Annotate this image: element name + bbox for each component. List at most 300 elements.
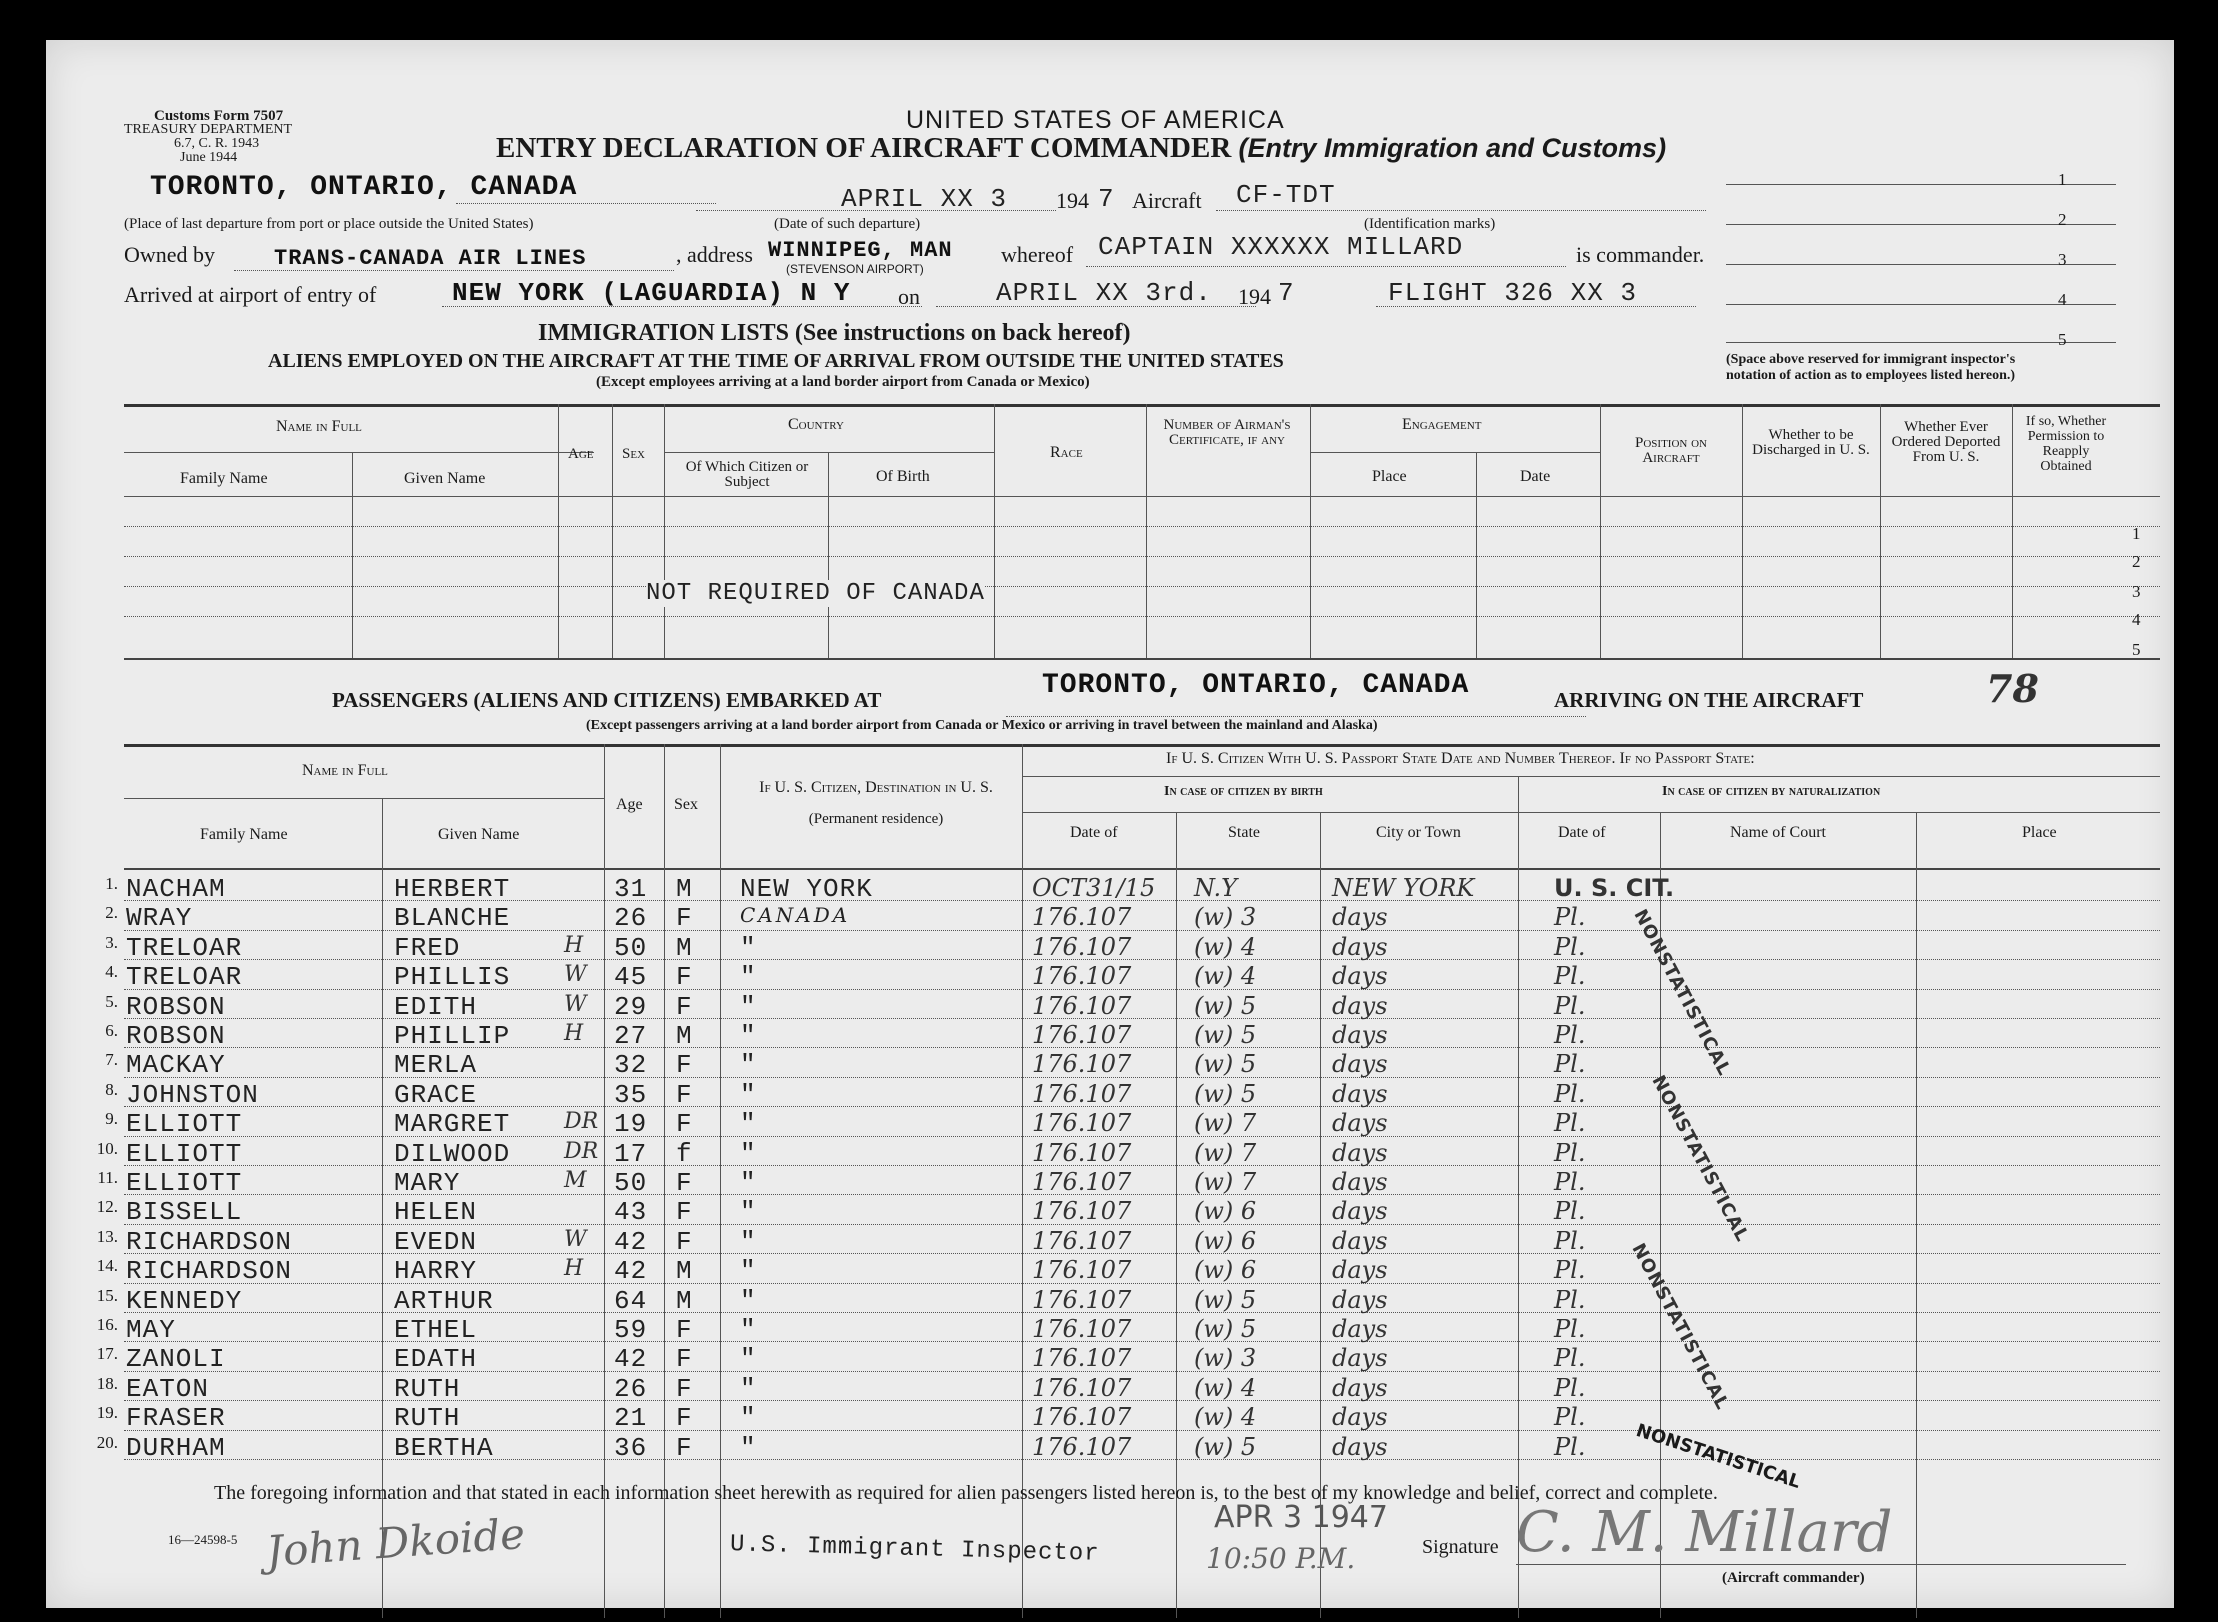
family-name: MAY [126, 1315, 176, 1345]
city: days [1332, 1344, 1388, 1373]
family-name: TRELOAR [126, 962, 243, 993]
naturalization-date: Pl. [1554, 1256, 1586, 1285]
age: 42 [614, 1344, 648, 1375]
family-name: WRAY [126, 903, 193, 934]
imm-header-sex: Sex [622, 446, 646, 462]
given-name: FRED [394, 932, 461, 963]
family-name: ROBSON [126, 991, 226, 1022]
city: days [1332, 991, 1388, 1020]
table-row [46, 1107, 2174, 1140]
passport-date: 176.107 [1032, 1079, 1132, 1108]
destination: " [740, 1197, 757, 1228]
sex: F [676, 1197, 693, 1228]
destination: " [740, 1168, 757, 1198]
given-name: EVEDN [394, 1226, 478, 1257]
city: days [1332, 932, 1388, 961]
city: days [1332, 1315, 1388, 1343]
row-number: 19. [96, 1403, 118, 1423]
city: days [1332, 1021, 1388, 1049]
pax-header-nat-date: Date of [1558, 824, 1606, 841]
state: (w) 4 [1194, 1403, 1257, 1432]
pax-header-by-birth: In case of citizen by birth [1164, 784, 1323, 799]
row-number: 13. [96, 1226, 118, 1246]
destination: " [740, 1432, 757, 1463]
annotation-mark: W [564, 991, 587, 1017]
destination: " [740, 1344, 757, 1375]
row-number: 17. [96, 1344, 118, 1364]
passport-date: 176.107 [1032, 1050, 1132, 1079]
table-row [46, 901, 2174, 934]
age: 31 [614, 874, 648, 904]
naturalization-date: Pl. [1554, 1021, 1586, 1049]
state: (w) 4 [1194, 932, 1257, 961]
city: days [1332, 1168, 1388, 1196]
family-name: ROBSON [126, 1021, 226, 1051]
top-line-number: 5 [2058, 330, 2067, 349]
imm-header-country: Country [788, 416, 844, 433]
imm-header-citizen: Of Which Citizen or Subject [685, 459, 809, 490]
commander-name: CAPTAIN XXXXXX MILLARD [1098, 232, 1464, 262]
form-date: June 1944 [180, 150, 238, 165]
destination: " [740, 991, 757, 1022]
naturalization-date: Pl. [1554, 1373, 1586, 1402]
passport-date: 176.107 [1032, 1315, 1132, 1343]
naturalization-date: Pl. [1554, 1344, 1586, 1373]
pax-header-date-of: Date of [1070, 824, 1118, 841]
sex: F [676, 1432, 693, 1463]
age: 32 [614, 1050, 648, 1081]
naturalization-date: Pl. [1554, 1138, 1586, 1167]
given-name: RUTH [394, 1403, 461, 1434]
state: (w) 3 [1194, 903, 1257, 932]
family-name: TRELOAR [126, 932, 243, 963]
sex: F [676, 1403, 693, 1434]
table-row [46, 1137, 2174, 1169]
row-number: 4. [105, 962, 118, 982]
row-number: 15. [96, 1285, 118, 1305]
row-number: 16. [96, 1315, 118, 1334]
table-row [46, 931, 2174, 963]
destination: " [740, 1285, 757, 1316]
sex: F [676, 1373, 693, 1404]
sex: M [676, 1285, 693, 1316]
imm-header-date: Date [1520, 468, 1551, 485]
imm-header-engagement: Engagement [1402, 416, 1482, 433]
sex: M [676, 1021, 693, 1051]
reserved-note: (Space above reserved for immigrant inspector's [1726, 352, 2016, 367]
pax-header-court: Name of Court [1730, 824, 1826, 841]
age: 27 [614, 1021, 648, 1051]
sex: F [676, 1226, 693, 1257]
commander-suffix: is commander. [1576, 242, 1705, 267]
sex: M [676, 932, 693, 963]
naturalization-date: Pl. [1554, 1109, 1586, 1138]
pax-header-age: Age [616, 796, 643, 813]
table-row [46, 1342, 2174, 1375]
given-name: MERLA [394, 1050, 478, 1081]
table-row [46, 1431, 2174, 1463]
owner-address: WINNIPEG, MAN [768, 238, 953, 263]
age: 36 [614, 1432, 648, 1463]
given-name: DILWOOD [394, 1138, 511, 1169]
signature-label: Signature [1422, 1536, 1499, 1558]
department: TREASURY DEPARTMENT [124, 122, 293, 137]
state: (w) 5 [1194, 991, 1257, 1020]
immigration-title: IMMIGRATION LISTS (See instructions on back hereof) [538, 320, 1131, 346]
naturalization-date: Pl. [1554, 932, 1586, 961]
city: NEW YORK [1332, 874, 1475, 902]
table-row [46, 990, 2174, 1022]
naturalization-date: Pl. [1554, 1079, 1586, 1108]
pax-header-given: Given Name [438, 826, 520, 843]
naturalization-date: Pl. [1554, 1226, 1586, 1255]
stamp-date: APR 3 1947 [1214, 1500, 1388, 1535]
naturalization-date: Pl. [1554, 903, 1586, 932]
pax-header-destination-sub: (Permanent residence) [808, 811, 944, 827]
table-row [46, 1284, 2174, 1316]
passport-date: 176.107 [1032, 991, 1132, 1020]
sex: F [676, 962, 693, 993]
table-row [46, 960, 2174, 993]
destination: " [740, 1138, 757, 1169]
form-title-main: ENTRY DECLARATION OF AIRCRAFT COMMANDER [496, 132, 1232, 164]
pax-header-city: City or Town [1376, 824, 1461, 841]
row-number: 8. [105, 1079, 118, 1099]
naturalization-date: Pl. [1554, 1403, 1586, 1432]
destination: " [740, 1050, 757, 1081]
city: days [1332, 1403, 1388, 1432]
nonstatistical-stamp: NONSTATISTICAL [1633, 1420, 1803, 1493]
age: 42 [614, 1256, 648, 1287]
passport-date: 176.107 [1032, 932, 1132, 961]
passport-date: 176.107 [1032, 1197, 1132, 1226]
sex: F [676, 1079, 693, 1110]
age: 45 [614, 962, 648, 993]
family-name: MACKAY [126, 1050, 226, 1081]
city: days [1332, 1079, 1388, 1108]
naturalization-date: Pl. [1554, 1168, 1586, 1196]
family-name: RICHARDSON [126, 1256, 293, 1287]
row-number: 12. [96, 1197, 118, 1217]
top-line-number: 3 [2058, 250, 2067, 269]
destination: " [740, 1403, 757, 1434]
imm-header-place: Place [1372, 468, 1407, 485]
certification-statement: The foregoing information and that stated in each information sheet herewith as required for alien passengers listed hereon is, to the best of my knowledge and belief, correct and complete. [214, 1482, 1718, 1504]
family-name: NACHAM [126, 874, 226, 904]
passport-date: 176.107 [1032, 1021, 1132, 1049]
city: days [1332, 1226, 1388, 1255]
state: (w) 5 [1194, 1315, 1257, 1343]
family-name: ELLIOTT [126, 1109, 243, 1140]
departure-date-caption: (Date of such departure) [774, 216, 921, 232]
age: 50 [614, 932, 648, 963]
departure-place-caption: (Place of last departure from port or place outside the United States) [124, 216, 534, 232]
table-row [46, 1225, 2174, 1257]
annotation-mark: DR [564, 1109, 599, 1135]
age: 29 [614, 991, 648, 1022]
given-name: HERBERT [394, 874, 511, 904]
table-row [46, 1195, 2174, 1228]
annotation-mark: DR [564, 1138, 599, 1164]
departure-year-digit: 7 [1098, 184, 1115, 214]
passport-date: 176.107 [1032, 1403, 1132, 1432]
passport-date: 176.107 [1032, 1109, 1132, 1138]
owner-name: TRANS-CANADA AIR LINES [274, 246, 587, 271]
nonstatistical-stamp: NONSTATISTICAL [1629, 906, 1736, 1080]
row-number: 9. [105, 1109, 118, 1129]
imm-header-birth: Of Birth [876, 468, 930, 485]
city: days [1332, 1138, 1388, 1167]
imm-header-family: Family Name [180, 470, 268, 487]
naturalization-date: Pl. [1554, 1285, 1586, 1314]
state: (w) 4 [1194, 1373, 1257, 1402]
state: (w) 6 [1194, 1256, 1257, 1285]
age: 50 [614, 1168, 648, 1198]
city: days [1332, 1109, 1388, 1138]
stamp-time: 10:50 P.M. [1206, 1542, 1356, 1575]
pax-header-destination: If U. S. Citizen, Destination in U. S. [759, 779, 993, 796]
age: 59 [614, 1315, 648, 1345]
whereof-label: whereof [1001, 242, 1074, 267]
row-number: 3. [105, 932, 118, 952]
state: (w) 6 [1194, 1197, 1257, 1226]
row-number: 10. [96, 1138, 118, 1158]
document-page [46, 40, 2174, 1608]
reserved-note: notation of action as to employees listed hereon.) [1726, 368, 2016, 383]
naturalization-date: Pl. [1554, 1050, 1586, 1079]
naturalization-date: Pl. [1554, 962, 1586, 991]
top-line-number: 1 [2058, 170, 2067, 189]
age: 42 [614, 1226, 648, 1257]
owned-by-label: Owned by [124, 242, 216, 267]
sex: F [676, 1109, 693, 1140]
inspector-signature: John Dkoide [264, 1509, 527, 1576]
passport-date: OCT31/15 [1032, 874, 1156, 902]
inspector-label: U.S. Immigrant Inspector [729, 1531, 1100, 1568]
age: 43 [614, 1197, 648, 1228]
given-name: MARGRET [394, 1109, 511, 1140]
imm-header-airman: Number of Airman's Certificate, if any [1163, 417, 1291, 448]
pax-header-passport: If U. S. Citizen With U. S. Passport State Date and Number Thereof. If no Passport State: [1166, 750, 1755, 767]
city: days [1332, 1256, 1388, 1285]
family-name: ELLIOTT [126, 1138, 243, 1169]
imm-row-number: 2 [2132, 552, 2141, 571]
given-name: EDATH [394, 1344, 478, 1375]
arrival-year-prefix: 194 [1238, 284, 1271, 309]
naturalization-date: Pl. [1554, 1197, 1586, 1226]
annotation-mark: H [564, 932, 584, 958]
passport-date: 176.107 [1032, 1344, 1132, 1373]
age: 19 [614, 1109, 648, 1140]
table-row [46, 1254, 2174, 1287]
aircraft-caption: (Identification marks) [1364, 216, 1496, 232]
family-name: DURHAM [126, 1432, 226, 1463]
state: (w) 4 [1194, 962, 1257, 991]
sex: M [676, 874, 693, 904]
sex: F [676, 903, 693, 934]
sex: M [676, 1256, 693, 1287]
naturalization-date: Pl. [1554, 1315, 1586, 1343]
sex: F [676, 1344, 693, 1375]
age: 35 [614, 1079, 648, 1110]
country-title: UNITED STATES OF AMERICA [906, 106, 1285, 134]
row-number: 6. [105, 1021, 118, 1040]
destination: " [740, 1079, 757, 1110]
passport-date: 176.107 [1032, 1285, 1132, 1314]
top-line-number: 2 [2058, 210, 2067, 229]
naturalization-date: Pl. [1554, 1432, 1586, 1461]
given-name: GRACE [394, 1079, 478, 1110]
given-name: PHILLIS [394, 962, 511, 993]
passport-date: 176.107 [1032, 1168, 1132, 1196]
pax-header-naturalization: In case of citizen by naturalization [1662, 784, 1881, 799]
family-name: RICHARDSON [126, 1226, 293, 1257]
state: (w) 7 [1194, 1109, 1257, 1138]
row-number: 20. [96, 1432, 118, 1452]
imm-row-number: 1 [2132, 524, 2141, 543]
row-number: 7. [105, 1050, 118, 1070]
age: 64 [614, 1285, 648, 1316]
departure-year-prefix: 194 [1056, 188, 1089, 213]
regulation: 6.7, C. R. 1943 [174, 136, 260, 151]
annotation-mark: M [564, 1168, 587, 1193]
table-row [46, 1019, 2174, 1051]
aircraft-id: CF-TDT [1236, 180, 1336, 210]
state: (w) 5 [1194, 1432, 1257, 1461]
arrival-date: APRIL XX 3rd. [996, 278, 1212, 308]
immigration-subtitle: ALIENS EMPLOYED ON THE AIRCRAFT AT THE TIME OF ARRIVAL FROM OUTSIDE THE UNITED STATES [268, 350, 1284, 372]
passport-date: 176.107 [1032, 1256, 1132, 1285]
sex: F [676, 1050, 693, 1081]
pax-header-name: Name in Full [302, 762, 388, 779]
nonstatistical-stamp: NONSTATISTICAL [1647, 1072, 1754, 1246]
imm-header-position: Position on Aircraft [1635, 435, 1707, 466]
commander-signature: C. M. Millard [1516, 1500, 1893, 1565]
arriving-label: ARRIVING ON THE AIRCRAFT [1554, 688, 1864, 712]
given-name: ETHEL [394, 1315, 478, 1345]
imm-header-deported: Whether Ever Ordered Deported From U. S. [1891, 419, 2001, 465]
print-code: 16—24598-5 [168, 1532, 238, 1547]
immigration-note: (Except employees arriving at a land border airport from Canada or Mexico) [596, 374, 1090, 390]
passengers-note: (Except passengers arriving at a land border airport from Canada or Mexico or arriving in travel between the mainland and Alaska) [586, 718, 1378, 733]
naturalization-date: U. S. CIT. [1554, 874, 1675, 902]
table-row [46, 1401, 2174, 1434]
imm-row-number: 5 [2132, 640, 2141, 659]
state: (w) 3 [1194, 1344, 1257, 1373]
passport-date: 176.107 [1032, 1226, 1132, 1255]
destination: " [740, 962, 757, 993]
family-name: EATON [126, 1373, 210, 1404]
form-number: Customs Form 7507 [154, 108, 284, 124]
age: 26 [614, 903, 648, 934]
family-name: BISSELL [126, 1197, 243, 1228]
given-name: RUTH [394, 1373, 461, 1404]
row-number: 11. [97, 1168, 118, 1187]
state: (w) 5 [1194, 1285, 1257, 1314]
destination: " [740, 932, 757, 963]
imm-header-name: Name in Full [276, 418, 362, 435]
city: days [1332, 1050, 1388, 1079]
given-name: ARTHUR [394, 1285, 494, 1316]
table-row [46, 1078, 2174, 1110]
state: (w) 5 [1194, 1050, 1257, 1079]
table-row [46, 872, 2174, 904]
destination: " [740, 1226, 757, 1257]
handwritten-count: 78 [1986, 666, 2039, 711]
row-number: 2. [105, 903, 118, 923]
imm-header-race: Race [1050, 444, 1083, 461]
arrival-year-digit: 7 [1278, 278, 1295, 308]
destination: " [740, 1256, 757, 1287]
given-name: HARRY [394, 1256, 478, 1287]
imm-header-discharged: Whether to be Discharged in U. S. [1752, 427, 1870, 458]
annotation-mark: W [564, 1226, 587, 1252]
imm-row-number: 4 [2132, 610, 2141, 629]
nonstatistical-stamp: NONSTATISTICAL [1627, 1240, 1734, 1414]
immigration-table-top [124, 404, 2160, 407]
family-name: FRASER [126, 1403, 226, 1434]
sex: f [676, 1138, 693, 1169]
row-number: 5. [105, 991, 118, 1011]
form-title [496, 132, 1666, 165]
city: days [1332, 962, 1388, 991]
passport-date: 176.107 [1032, 1432, 1132, 1461]
given-name: BERTHA [394, 1432, 494, 1463]
imm-header-given: Given Name [404, 470, 486, 487]
row-number: 14. [96, 1256, 118, 1276]
not-required-note: NOT REQUIRED OF CANADA [646, 580, 985, 607]
state: (w) 7 [1194, 1168, 1257, 1196]
form-title-sub: (Entry Immigration and Customs) [1238, 133, 1667, 163]
pax-header-place: Place [2022, 824, 2057, 841]
arrival-label: Arrived at airport of entry of [124, 282, 377, 307]
top-line-number: 4 [2058, 290, 2067, 309]
departure-date: APRIL XX 3 [841, 184, 1008, 214]
embarked-at: TORONTO, ONTARIO, CANADA [1042, 670, 1470, 701]
signature-caption: (Aircraft commander) [1722, 1570, 1865, 1586]
city: days [1332, 1432, 1388, 1461]
sex: F [676, 1315, 693, 1345]
given-name: PHILLIP [394, 1021, 511, 1051]
family-name: KENNEDY [126, 1285, 243, 1316]
pax-header-state: State [1228, 824, 1260, 841]
destination: " [740, 1373, 757, 1404]
age: 21 [614, 1403, 648, 1434]
passenger-table-top [124, 744, 2160, 747]
given-name: HELEN [394, 1197, 478, 1228]
state: (w) 5 [1194, 1079, 1257, 1108]
given-name: EDITH [394, 991, 478, 1022]
annotation-mark: W [564, 962, 587, 988]
table-row [46, 1372, 2174, 1404]
destination: NEW YORK [740, 874, 873, 904]
naturalization-date: Pl. [1554, 991, 1586, 1020]
row-number: 1. [105, 874, 118, 893]
arrival-airport: NEW YORK (LAGUARDIA) N Y [452, 278, 851, 308]
imm-header-age: Age [568, 446, 594, 462]
aircraft-label: Aircraft [1132, 188, 1202, 213]
age: 17 [614, 1138, 648, 1169]
departure-place: TORONTO, ONTARIO, CANADA [150, 172, 578, 203]
given-name: BLANCHE [394, 903, 511, 934]
imm-row-number: 3 [2132, 582, 2141, 601]
passport-date: 176.107 [1032, 1138, 1132, 1167]
state: (w) 6 [1194, 1226, 1257, 1255]
passport-date: 176.107 [1032, 903, 1132, 932]
destination: " [740, 1021, 757, 1051]
state: (w) 5 [1194, 1021, 1257, 1049]
flight-number: FLIGHT 326 XX 3 [1388, 278, 1638, 308]
